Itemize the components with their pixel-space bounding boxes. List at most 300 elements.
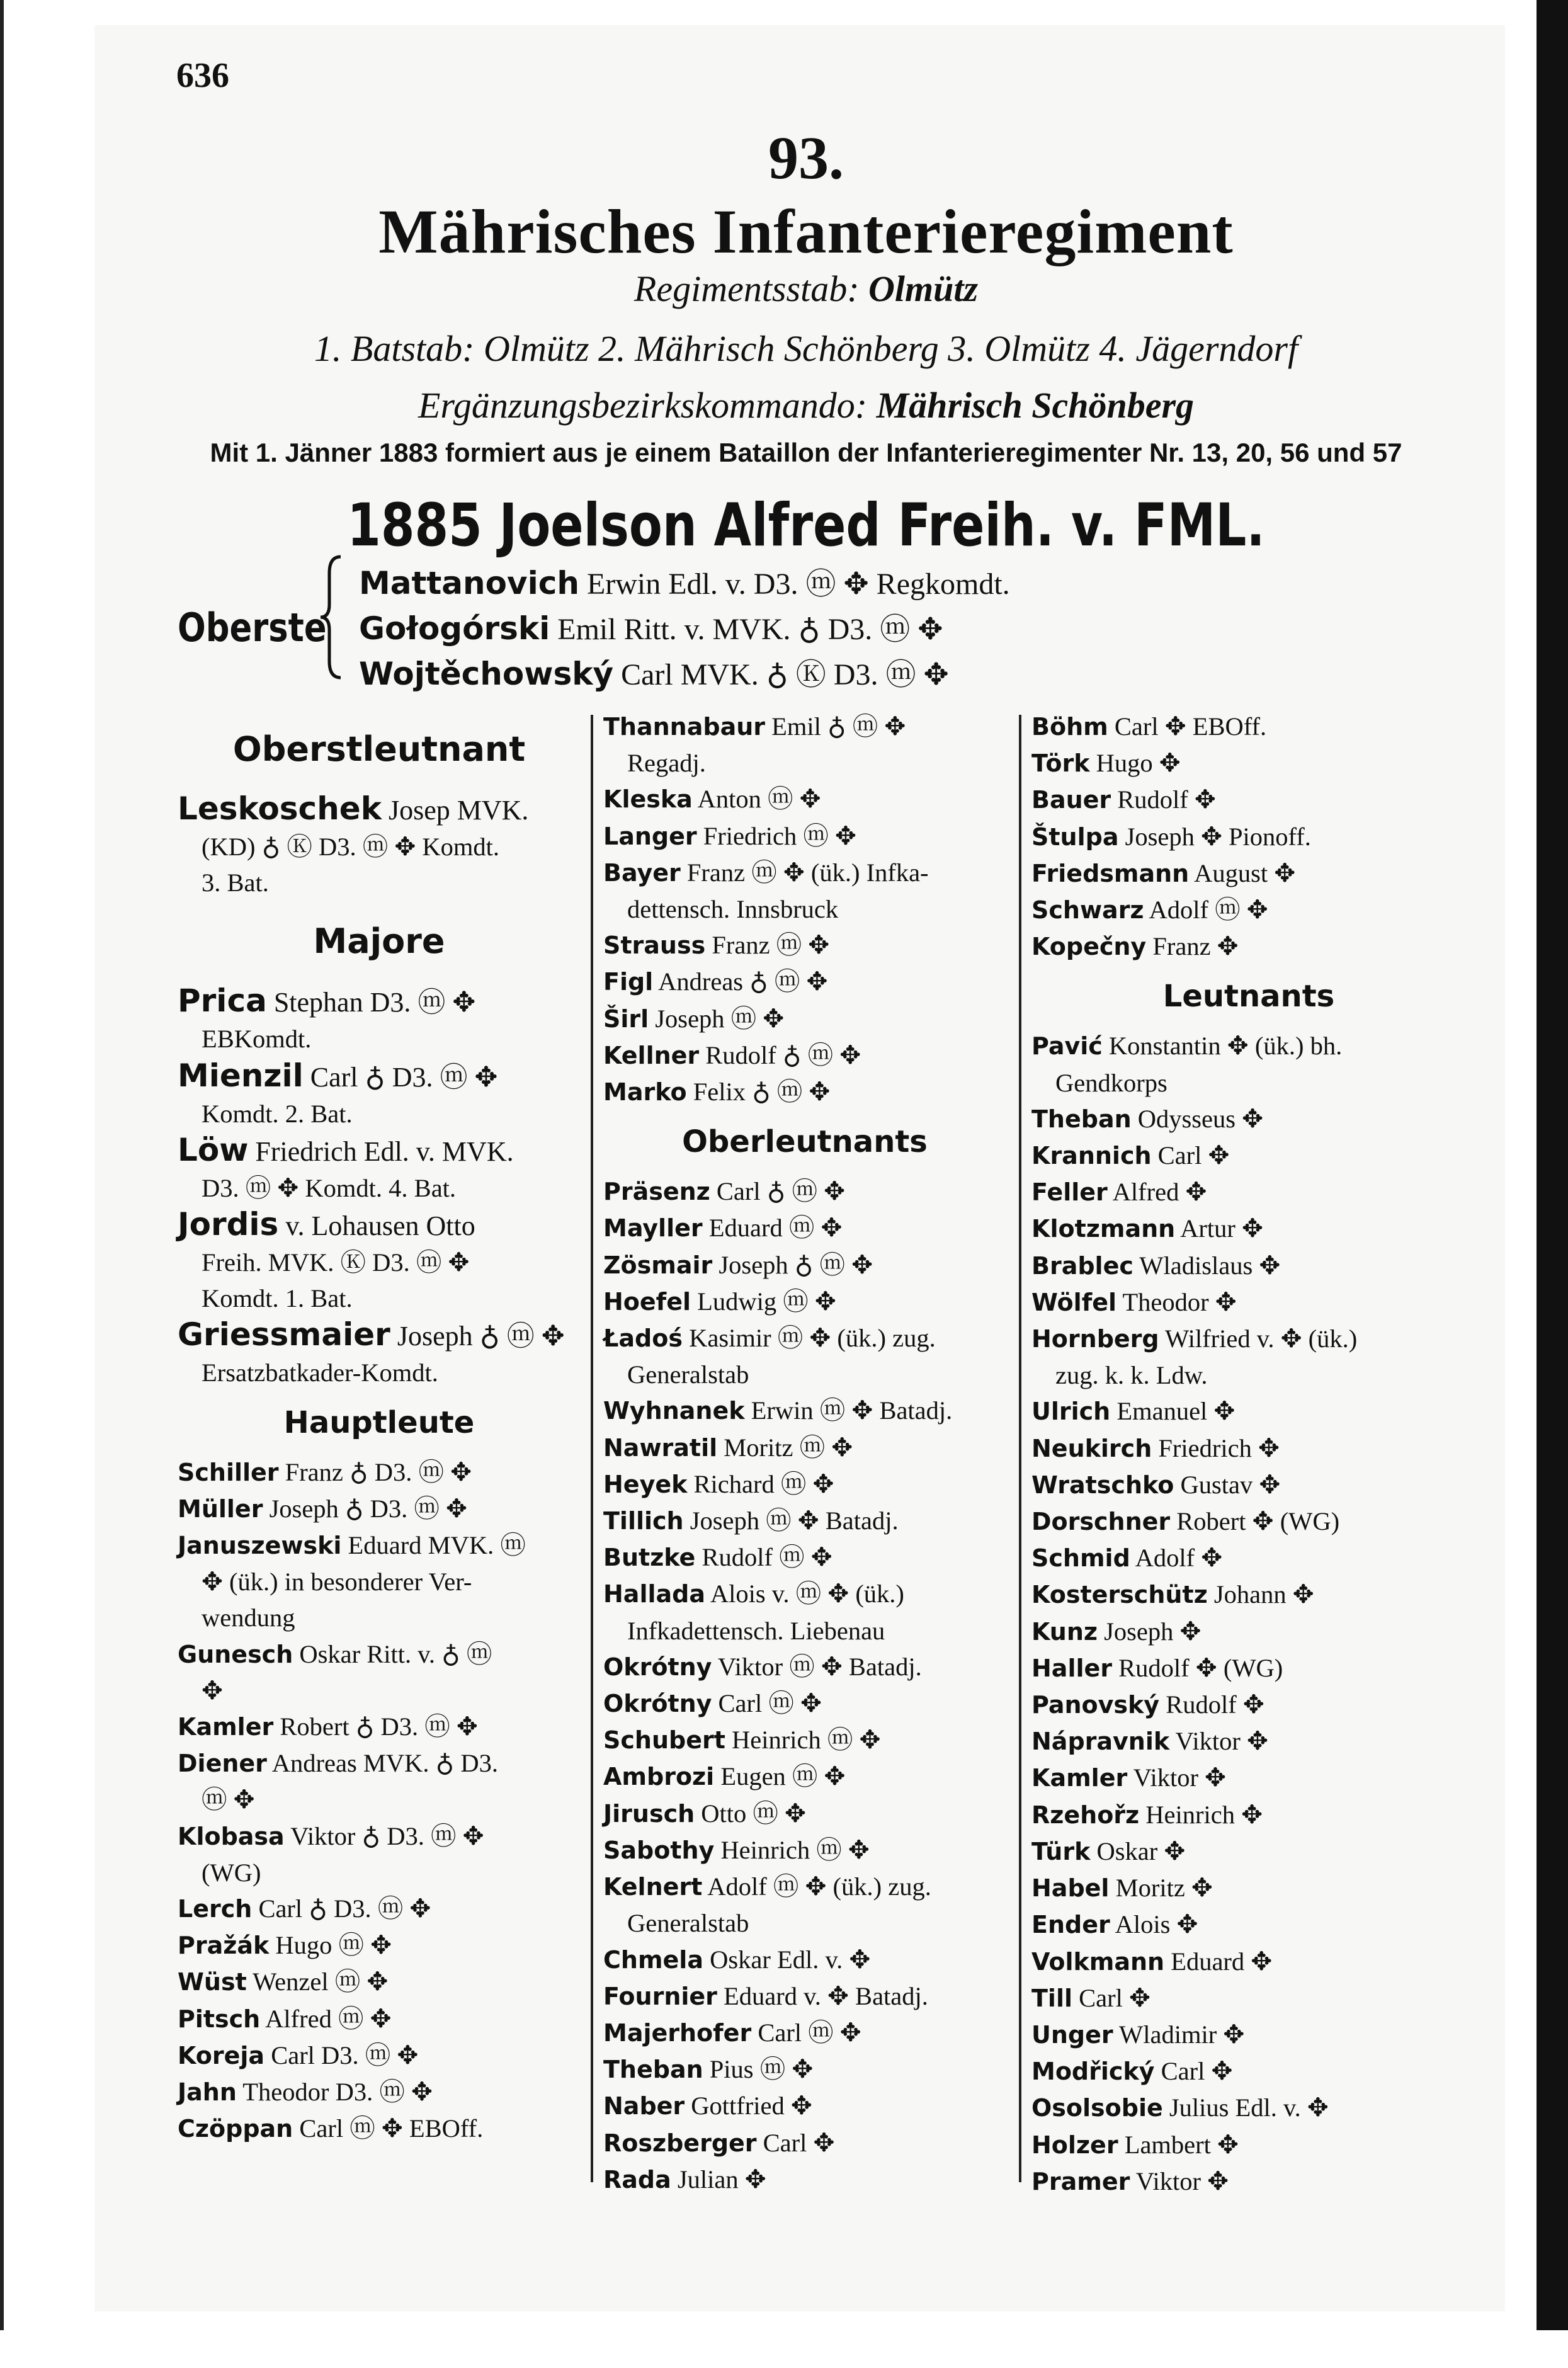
officer-details: August ✥ bbox=[1189, 858, 1296, 887]
officer-entry bbox=[178, 1964, 581, 2000]
officer-details: Wladislaus ✥ bbox=[1133, 1251, 1281, 1280]
colonel-details: Emil Ritt. v. MVK. ♁ D3. ⓜ ✥ bbox=[550, 613, 943, 646]
officer-surname: Feller bbox=[1031, 1178, 1108, 1207]
officer-entry bbox=[1031, 1650, 1466, 1687]
entry-continuation: zug. k. k. Ldw. bbox=[1055, 1361, 1208, 1390]
officer-surname: Präsenz bbox=[603, 1178, 710, 1206]
brace-icon bbox=[318, 554, 343, 680]
entry-continuation: Ersatzbatkader-Komdt. bbox=[202, 1358, 438, 1387]
officer-entry bbox=[1031, 1284, 1466, 1321]
officer-entry bbox=[178, 1818, 581, 1855]
officer-entry bbox=[603, 1392, 1006, 1429]
officer-surname: Wölfel bbox=[1031, 1288, 1117, 1316]
entry-continuation: Freih. MVK. Ⓚ D3. ⓜ ✥ bbox=[202, 1248, 470, 1277]
officer-entry bbox=[1031, 1723, 1466, 1760]
officer-surname: Okrótny bbox=[603, 1653, 712, 1681]
officer-details: Joseph ♁ ⓜ ✥ bbox=[390, 1321, 565, 1352]
officer-details: Odysseus ✥ bbox=[1131, 1104, 1264, 1133]
officer-entry bbox=[178, 1527, 581, 1564]
colonel-details: Carl MVK. ♁ Ⓚ D3. ⓜ ✥ bbox=[613, 658, 949, 692]
officer-surname: Lerch bbox=[178, 1895, 253, 1923]
officer-entry bbox=[603, 709, 1006, 745]
officer-surname: Haller bbox=[1031, 1654, 1113, 1682]
officer-entry bbox=[1031, 2017, 1466, 2053]
officer-surname: Theban bbox=[1031, 1105, 1132, 1133]
officer-details: Konstantin ✥ (ük.) bh. bbox=[1102, 1032, 1343, 1061]
officer-details: Viktor ✥ bbox=[1127, 1763, 1226, 1792]
staff-label: Regimentsstab: bbox=[633, 268, 860, 309]
officer-entry bbox=[1031, 1248, 1466, 1284]
officer-details: Gustav ✥ bbox=[1174, 1470, 1281, 1499]
officer-entry bbox=[1031, 1906, 1466, 1943]
officer-surname: Strauss bbox=[603, 931, 706, 960]
officer-surname: Krannich bbox=[1031, 1142, 1152, 1170]
officer-surname: Leskoschek bbox=[178, 790, 382, 827]
regimental-staff bbox=[157, 268, 1455, 310]
officer-entry bbox=[1031, 1870, 1466, 1906]
officer-surname: Chmela bbox=[603, 1945, 703, 1974]
officer-surname: Koreja bbox=[178, 2041, 265, 2069]
officer-details: Alois v. ⓜ ✥ (ük.) bbox=[705, 1580, 904, 1608]
officer-details: Carl ✥ bbox=[1072, 1983, 1150, 2012]
officer-surname: Unger bbox=[1031, 2020, 1113, 2049]
officer-details: Richard ⓜ ✥ bbox=[687, 1469, 834, 1498]
officer-details: Viktor ✥ bbox=[1130, 2166, 1229, 2195]
officer-details: Oskar Edl. v. ✥ bbox=[703, 1945, 871, 1974]
staff-value: Olmütz bbox=[868, 268, 979, 309]
section-heading: Oberstleutnant bbox=[232, 729, 526, 769]
officer-surname: Figl bbox=[603, 968, 654, 996]
officer-entry bbox=[603, 2125, 1006, 2161]
officer-surname: Kunz bbox=[1031, 1617, 1098, 1646]
officer-surname: Širl bbox=[603, 1005, 649, 1033]
officer-entry bbox=[603, 1001, 1006, 1037]
officer-surname: Kelnert bbox=[603, 1873, 703, 1901]
officer-surname: Jordis bbox=[178, 1206, 279, 1243]
oberste-label: Oberste bbox=[178, 605, 327, 651]
officer-entry bbox=[603, 1430, 1006, 1466]
officer-surname: Heyek bbox=[603, 1470, 688, 1498]
officer-entry bbox=[1031, 1028, 1466, 1064]
officer-entry bbox=[1031, 1576, 1466, 1613]
officer-entry bbox=[603, 964, 1006, 1000]
officer-surname: Kosterschütz bbox=[1031, 1581, 1208, 1609]
officer-details: Pius ⓜ ✥ bbox=[703, 2055, 814, 2084]
entry-continuation: 3. Bat. bbox=[202, 868, 269, 897]
officer-surname: Mienzil bbox=[178, 1057, 304, 1094]
officer-surname: Dorschner bbox=[1031, 1508, 1171, 1536]
officer-surname: Fournier bbox=[603, 1982, 717, 2010]
officer-surname: Kamler bbox=[1031, 1764, 1128, 1792]
officer-entry bbox=[1031, 928, 1466, 965]
officer-details: Carl ⓜ ✥ EBOff. bbox=[293, 2114, 484, 2143]
page-number: 636 bbox=[176, 56, 229, 95]
officer-details: Viktor ⓜ ✥ Batadj. bbox=[712, 1652, 922, 1681]
officer-details: Rudolf ⓜ ✥ bbox=[695, 1543, 832, 1572]
regiment-name: Mährisches Infanterieregiment bbox=[378, 196, 1234, 266]
officer-entry bbox=[603, 2161, 1006, 2198]
officer-surname: Mayller bbox=[603, 1214, 703, 1243]
officer-details: Hugo ⓜ ✥ bbox=[269, 1931, 392, 1960]
section-heading: Hauptleute bbox=[283, 1404, 475, 1440]
officer-entry bbox=[1031, 855, 1466, 892]
officer-details: Carl D3. ⓜ ✥ bbox=[264, 2041, 419, 2069]
officer-details: Felix ♁ ⓜ ✥ bbox=[686, 1078, 831, 1107]
officer-details: Adolf ✥ bbox=[1130, 1544, 1223, 1573]
officer-surname: Marko bbox=[603, 1078, 687, 1107]
colonel-name: Mattanovich bbox=[359, 565, 579, 601]
officer-details: Carl ♁ ⓜ ✥ bbox=[710, 1177, 846, 1206]
officer-entry bbox=[178, 1316, 581, 1355]
officer-surname: Türk bbox=[1031, 1837, 1091, 1865]
officer-details: Joseph ✥ bbox=[1098, 1617, 1202, 1646]
regiment-owner: 1885 Joelson Alfred Freih. v. FML. bbox=[347, 491, 1265, 560]
scan-edge-right bbox=[1537, 0, 1568, 2368]
officer-surname: Ładoś bbox=[603, 1324, 683, 1353]
officer-surname: Brablec bbox=[1031, 1251, 1133, 1280]
officer-details: Julian ✥ bbox=[671, 2165, 766, 2194]
officer-surname: Neukirch bbox=[1031, 1434, 1152, 1462]
officer-entry bbox=[603, 1539, 1006, 1576]
entry-continuation: EBKomdt. bbox=[202, 1025, 312, 1054]
officer-details: Oskar ✥ bbox=[1090, 1836, 1186, 1865]
column-divider bbox=[1019, 715, 1021, 2182]
officer-details: Carl ✥ bbox=[1154, 2057, 1233, 2086]
officer-surname: Schubert bbox=[603, 1726, 725, 1755]
officer-entry bbox=[1031, 1760, 1466, 1796]
officer-details: Carl ♁ D3. ⓜ ✥ bbox=[252, 1894, 431, 1923]
officer-details: Robert ✥ (WG) bbox=[1170, 1507, 1340, 1536]
officer-details: v. Lohausen Otto bbox=[278, 1210, 475, 1242]
officer-entry bbox=[603, 1796, 1006, 1832]
officer-entry bbox=[178, 1745, 581, 1782]
officer-details: Robert ♁ D3. ⓜ ✥ bbox=[273, 1712, 478, 1741]
officer-surname: Till bbox=[1031, 1984, 1072, 2012]
officer-surname: Gunesch bbox=[178, 1640, 293, 1668]
officer-entry bbox=[178, 1636, 581, 1673]
officer-details: Kasimir ⓜ ✥ (ük.) zug. bbox=[682, 1324, 936, 1353]
officer-surname: Kamler bbox=[178, 1713, 274, 1741]
officer-surname: Habel bbox=[1031, 1874, 1110, 1903]
officer-entry bbox=[603, 1649, 1006, 1685]
officer-entry bbox=[1031, 892, 1466, 928]
ergaenz-value: Mährisch Schönberg bbox=[876, 385, 1195, 426]
officer-surname: Czöppan bbox=[178, 2115, 293, 2143]
officer-surname: Kleska bbox=[603, 785, 693, 814]
roster-column-2 bbox=[603, 709, 1006, 2198]
officer-entry bbox=[603, 1320, 1006, 1357]
officer-surname: Griessmaier bbox=[178, 1316, 390, 1353]
officer-details: Friedrich Edl. v. MVK. bbox=[248, 1136, 514, 1167]
officer-details: Artur ✥ bbox=[1175, 1214, 1263, 1243]
officer-entry bbox=[178, 2110, 581, 2147]
officer-entry bbox=[1031, 1393, 1466, 1430]
officer-details: Joseph ✥ Pionoff. bbox=[1118, 822, 1311, 851]
officer-surname: Friedsmann bbox=[1031, 859, 1190, 887]
officer-surname: Thannabaur bbox=[603, 713, 766, 741]
officer-details: Ludwig ⓜ ✥ bbox=[691, 1287, 836, 1316]
officer-details: Rudolf ♁ ⓜ ✥ bbox=[699, 1040, 861, 1069]
officer-entry bbox=[1031, 2053, 1466, 2090]
officer-entry bbox=[603, 1978, 1006, 2015]
officer-surname: Bayer bbox=[603, 858, 681, 887]
officer-details: Franz ⓜ ✥ bbox=[705, 931, 830, 960]
officer-details: Moritz ✥ bbox=[1109, 1874, 1213, 1903]
officer-surname: Klobasa bbox=[178, 1822, 285, 1850]
officer-entry bbox=[178, 1927, 581, 1964]
officer-entry bbox=[603, 1037, 1006, 1074]
officer-entry bbox=[178, 982, 581, 1021]
officer-surname: Diener bbox=[178, 1750, 267, 1778]
officer-surname: Volkmann bbox=[1031, 1947, 1165, 1976]
officer-entry bbox=[1031, 2127, 1466, 2163]
officer-surname: Wyhnanek bbox=[603, 1397, 745, 1425]
officer-entry bbox=[603, 1685, 1006, 1722]
scan-edge-left bbox=[0, 0, 4, 2368]
officer-details: Viktor ♁ D3. ⓜ ✥ bbox=[284, 1821, 484, 1850]
officer-surname: Pitsch bbox=[178, 2005, 261, 2033]
officer-details: Emanuel ✥ bbox=[1110, 1397, 1236, 1426]
officer-surname: Wüst bbox=[178, 1968, 247, 1996]
officer-surname: Böhm bbox=[1031, 713, 1108, 741]
officer-entry bbox=[603, 1942, 1006, 1978]
entry-continuation: (WG) bbox=[202, 1858, 261, 1887]
officer-surname: Zösmair bbox=[603, 1251, 713, 1279]
officer-details: Oskar Ritt. v. ♁ ⓜ bbox=[293, 1639, 492, 1668]
officer-details: Heinrich ✥ bbox=[1139, 1800, 1263, 1829]
officer-details: Theodor D3. ⓜ ✥ bbox=[236, 2078, 433, 2107]
officer-entry bbox=[603, 927, 1006, 964]
officer-entry bbox=[178, 1454, 581, 1491]
officer-details: Wilfried v. ✥ (ük.) bbox=[1159, 1324, 1358, 1353]
officer-entry bbox=[603, 1210, 1006, 1246]
officer-details: Otto ⓜ ✥ bbox=[695, 1799, 806, 1828]
officer-surname: Jirusch bbox=[603, 1799, 695, 1828]
officer-surname: Klotzmann bbox=[1031, 1215, 1176, 1243]
officer-entry bbox=[1031, 1430, 1466, 1467]
officer-entry bbox=[178, 1057, 581, 1096]
officer-surname: Okrótny bbox=[603, 1690, 712, 1718]
officer-entry bbox=[178, 790, 581, 829]
recruiting-district bbox=[157, 384, 1455, 426]
officer-surname: Rada bbox=[603, 2165, 671, 2194]
officer-surname: Schiller bbox=[178, 1458, 279, 1486]
officer-entry bbox=[178, 1206, 581, 1244]
officer-surname: Ulrich bbox=[1031, 1397, 1111, 1426]
officer-surname: Hornberg bbox=[1031, 1325, 1159, 1353]
officer-entry bbox=[1031, 1321, 1466, 1357]
officer-surname: Nawratil bbox=[603, 1433, 718, 1462]
officer-entry bbox=[1031, 1833, 1466, 1870]
entry-continuation: Generalstab bbox=[627, 1360, 749, 1389]
battalion-staffs: 1. Batstab: Olmütz 2. Mährisch Schönberg 3. Olmütz 4. Jägerndorf bbox=[314, 328, 1298, 369]
officer-surname: Naber bbox=[603, 2092, 685, 2120]
officer-entry bbox=[603, 1284, 1006, 1320]
colonel-name: Gołogórski bbox=[359, 610, 550, 647]
entry-continuation: Generalstab bbox=[627, 1909, 749, 1938]
officer-entry bbox=[178, 2001, 581, 2037]
officer-surname: Jahn bbox=[178, 2078, 237, 2107]
officer-entry bbox=[1031, 1467, 1466, 1503]
officer-entry bbox=[1031, 1687, 1466, 1723]
officer-surname: Pražák bbox=[178, 1932, 270, 1960]
officer-details: Adolf ⓜ ✥ (ük.) zug. bbox=[702, 1872, 931, 1901]
officer-entry bbox=[1031, 1980, 1466, 2017]
officer-details: Eduard MVK. ⓜ bbox=[341, 1531, 526, 1560]
officer-details: Gottfried ✥ bbox=[685, 2092, 812, 2120]
officer-surname: Kellner bbox=[603, 1041, 700, 1069]
officer-details: Heinrich ⓜ ✥ bbox=[725, 1726, 881, 1755]
officer-details: Adolf ⓜ ✥ bbox=[1144, 896, 1268, 925]
officer-surname: Rzehořz bbox=[1031, 1801, 1140, 1829]
officer-surname: Nápravnik bbox=[1031, 1728, 1170, 1756]
officer-entry bbox=[1031, 1540, 1466, 1576]
officer-entry bbox=[178, 1132, 581, 1170]
officer-details: Carl ⓜ ✥ bbox=[751, 2018, 861, 2047]
officer-details: Wenzel ⓜ ✥ bbox=[246, 1967, 389, 1996]
entry-continuation: ⓜ ✥ bbox=[202, 1785, 255, 1814]
officer-entry bbox=[603, 2088, 1006, 2124]
officer-surname: Ambrozi bbox=[603, 1763, 715, 1791]
roster-column-1 bbox=[178, 709, 581, 2147]
officer-details: Alfred ⓜ ✥ bbox=[260, 2004, 392, 2033]
officer-surname: Pramer bbox=[1031, 2167, 1130, 2195]
officer-details: Andreas ♁ ⓜ ✥ bbox=[653, 967, 828, 996]
officer-entry bbox=[603, 2015, 1006, 2051]
officer-details: Alois ✥ bbox=[1110, 1910, 1198, 1939]
officer-surname: Löw bbox=[178, 1131, 249, 1168]
officer-surname: Schmid bbox=[1031, 1544, 1130, 1573]
officer-entry bbox=[1031, 1614, 1466, 1650]
officer-surname: Theban bbox=[603, 2056, 703, 2084]
colonel-entry bbox=[359, 650, 949, 693]
officer-details: Eduard ⓜ ✥ bbox=[702, 1214, 843, 1243]
officer-surname: Wratschko bbox=[1031, 1471, 1174, 1499]
officer-details: Carl ✥ EBOff. bbox=[1108, 712, 1267, 741]
entry-continuation: Infkadettensch. Liebenau bbox=[627, 1616, 885, 1645]
officer-details: Moritz ⓜ ✥ bbox=[717, 1433, 853, 1462]
officer-entry bbox=[1031, 1101, 1466, 1137]
officer-entry bbox=[1031, 709, 1466, 745]
officer-surname: Tillich bbox=[603, 1507, 684, 1535]
officer-details: Joseph ♁ D3. ⓜ ✥ bbox=[263, 1494, 467, 1523]
officer-details: Hugo ✥ bbox=[1089, 749, 1181, 778]
officer-details: Joseph ⓜ ✥ bbox=[649, 1004, 785, 1033]
officer-entry bbox=[603, 1503, 1006, 1539]
officer-entry bbox=[1031, 745, 1466, 782]
officer-surname: Pavić bbox=[1031, 1032, 1103, 1061]
officer-surname: Butzke bbox=[603, 1544, 696, 1572]
entry-continuation: (KD) ♁ Ⓚ D3. ⓜ ✥ Komdt. bbox=[202, 833, 500, 861]
officer-entry bbox=[603, 1576, 1006, 1612]
officer-surname: Panovský bbox=[1031, 1691, 1160, 1719]
officer-details: Theodor ✥ bbox=[1116, 1287, 1237, 1316]
officer-surname: Majerhofer bbox=[603, 2018, 752, 2047]
officer-surname: Štulpa bbox=[1031, 823, 1119, 851]
officer-details: Friedrich ⓜ ✥ bbox=[696, 821, 856, 850]
officer-entry bbox=[178, 1491, 581, 1527]
officer-details: Eduard ✥ bbox=[1164, 1947, 1273, 1976]
entry-continuation: dettensch. Innsbruck bbox=[627, 895, 839, 924]
entry-continuation: Komdt. 2. Bat. bbox=[202, 1099, 353, 1128]
officer-entry bbox=[603, 1074, 1006, 1110]
entry-continuation: Regadj. bbox=[627, 749, 706, 778]
officer-entry bbox=[1031, 1210, 1466, 1247]
officer-entry bbox=[1031, 1503, 1466, 1540]
officer-details: Rudolf ✥ (WG) bbox=[1112, 1653, 1283, 1682]
officer-surname: Prica bbox=[178, 982, 267, 1020]
officer-entry bbox=[603, 2051, 1006, 2088]
colonel-entry bbox=[359, 559, 1010, 603]
officer-details: Julius Edl. v. ✥ bbox=[1162, 2093, 1329, 2122]
officer-details: Franz ⓜ ✥ (ük.) Infka- bbox=[680, 858, 929, 887]
officer-details: Friedrich ✥ bbox=[1152, 1433, 1280, 1462]
officer-entry bbox=[603, 1722, 1006, 1758]
officer-entry bbox=[178, 1709, 581, 1745]
colonel-entry bbox=[359, 605, 943, 648]
officer-entry bbox=[603, 1832, 1006, 1869]
entry-continuation: ✥ bbox=[202, 1676, 223, 1705]
officer-entry bbox=[1031, 1137, 1466, 1174]
officer-entry bbox=[1031, 782, 1466, 818]
entry-continuation: wendung bbox=[202, 1603, 295, 1632]
officer-details: Alfred ✥ bbox=[1107, 1178, 1207, 1207]
officer-details: Lambert ✥ bbox=[1118, 2130, 1239, 2159]
officer-entry bbox=[603, 781, 1006, 817]
officer-details: Heinrich ⓜ ✥ bbox=[714, 1835, 870, 1864]
officer-details: Carl ✥ bbox=[756, 2128, 835, 2157]
officer-surname: Törk bbox=[1031, 749, 1090, 778]
officer-details: Anton ⓜ ✥ bbox=[692, 785, 821, 814]
officer-entry bbox=[603, 1466, 1006, 1503]
officer-entry bbox=[1031, 819, 1466, 855]
officer-entry bbox=[1031, 1944, 1466, 1980]
officer-details: Franz ♁ D3. ⓜ ✥ bbox=[278, 1457, 472, 1486]
officer-entry bbox=[603, 1173, 1006, 1210]
officer-details: Eduard v. ✥ Batadj. bbox=[717, 1981, 928, 2010]
officer-details: Erwin ⓜ ✥ Batadj. bbox=[744, 1396, 953, 1425]
officer-surname: Hoefel bbox=[603, 1287, 691, 1316]
officer-entry bbox=[178, 2074, 581, 2110]
officer-surname: Modřický bbox=[1031, 2058, 1155, 2086]
entry-continuation: ✥ (ük.) in besonderer Ver- bbox=[202, 1568, 472, 1597]
officer-entry bbox=[1031, 1174, 1466, 1210]
officer-entry bbox=[603, 1869, 1006, 1905]
officer-details: Eugen ⓜ ✥ bbox=[714, 1762, 846, 1791]
officer-details: Emil ♁ ⓜ ✥ bbox=[765, 712, 906, 741]
section-heading: Majore bbox=[313, 921, 445, 962]
officer-entry bbox=[603, 1247, 1006, 1284]
officer-surname: Langer bbox=[603, 822, 697, 850]
officer-surname: Sabothy bbox=[603, 1836, 715, 1864]
officer-details: Franz ✥ bbox=[1146, 932, 1239, 961]
formation-note: Mit 1. Jänner 1883 formiert aus je einem Bataillon der Infanterieregimenter Nr. 13, 20, 56 und 57 bbox=[210, 438, 1402, 467]
officer-entry bbox=[603, 855, 1006, 891]
officer-entry bbox=[178, 2037, 581, 2074]
officer-details: Carl ⓜ ✥ bbox=[712, 1689, 822, 1718]
officer-details: Stephan D3. ⓜ ✥ bbox=[266, 987, 476, 1018]
colonel-details: Erwin Edl. v. D3. ⓜ ✥ Regkomdt. bbox=[579, 567, 1010, 601]
officer-details: Rudolf ✥ bbox=[1159, 1690, 1264, 1719]
officer-details: Joseph ⓜ ✥ Batadj. bbox=[683, 1506, 899, 1535]
officer-entry bbox=[1031, 2090, 1466, 2126]
officer-details: Carl ✥ bbox=[1151, 1141, 1230, 1170]
officer-details: Carl ♁ D3. ⓜ ✥ bbox=[303, 1061, 498, 1093]
colonel-name: Wojtěchowský bbox=[359, 656, 614, 692]
column-divider bbox=[591, 715, 593, 2182]
officer-surname: Müller bbox=[178, 1494, 263, 1523]
section-heading: Leutnants bbox=[1162, 979, 1335, 1015]
